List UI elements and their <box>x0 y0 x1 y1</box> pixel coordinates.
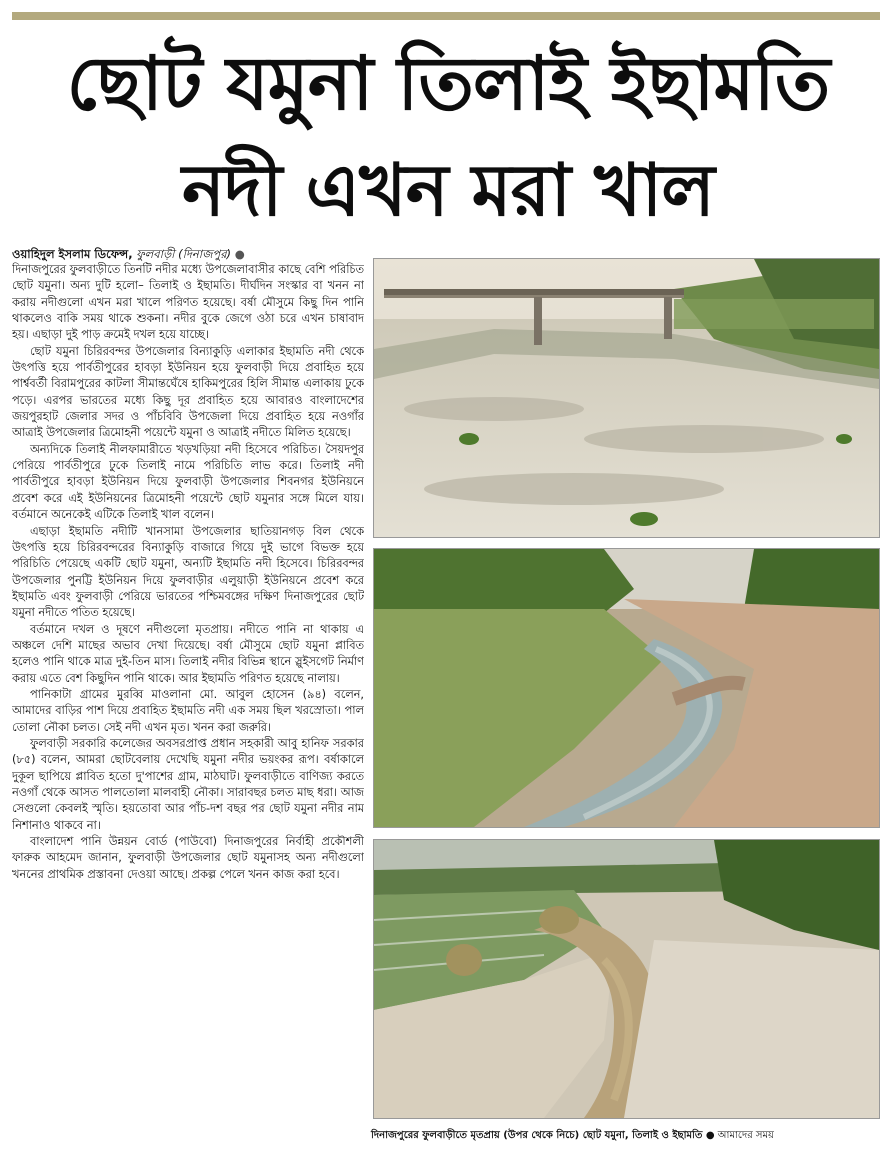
photo-choto-jamuna-image <box>374 259 879 537</box>
byline-dateline: ফুলবাড়ী (দিনাজপুর) <box>136 247 232 261</box>
photo-caption-credit: ● আমাদের সময় <box>705 1130 774 1141</box>
photo-tilai <box>373 548 880 828</box>
photo-caption <box>371 1128 891 1144</box>
article-paragraph: বর্তমানে দখল ও দূষণে নদীগুলো মৃতপ্রায়। নদীতে পানি না থাকায় এ অঞ্চলে দেশি মাছের অভাব দেখা দিয়েছে। বর্ষা মৌসুমে ছোট যমুনা প্লাবিত হলেও পানি থাকে মাত্র দুই-তিন মাস। তিলাই নদীর বিভিন্ন স্থানে স্লুইসগেট নির্মাণ করায় এতে বেশ কিছুদিন পানি থাকে। আর ইছামতি পরিণত হয়েছে নালায়। <box>12 622 364 685</box>
article-paragraph: অন্যদিকে তিলাই নীলফামারীতে খড়খড়িয়া নদী হিসেবে পরিচিত। সৈয়দপুর পেরিয়ে পার্বতীপুরে ঢুকে তিলাই নামে পরিচিতি লাভ করে। তিলাই নদী পার্বতীপুরে হাবড়া ইউনিয়ন দিয়ে ফুলবাড়ী উপজেলার শিবনগর ইউনিয়নে প্রবেশ করে এই ইউনিয়নের ত্রিমোহনী পয়েন্টে ছোট যমুনার সঙ্গে মিলে যায়। বর্তমানে অনেকেই এটিকে তিলাই খাল বলেন। <box>12 442 364 522</box>
article-paragraph: বাংলাদেশ পানি উন্নয়ন বোর্ড (পাউবো) দিনাজপুরের নির্বাহী প্রকৌশলী ফারুক আহমেদ জানান, ফুলবাড়ী উপজেলার ছোট যমুনাসহ অন্য নদীগুলো খননের প্রাথমিক প্রস্তাবনা দেওয়া আছে। প্রকল্প পেলে খনন কাজ করা হবে। <box>12 835 364 881</box>
photo-choto-jamuna <box>373 258 880 538</box>
byline-marker: ● <box>234 247 245 261</box>
article-paragraph: ছোট যমুনা চিরিরবন্দর উপজেলার বিন্যাকুড়ি এলাকার ইছামতি নদী থেকে উৎপত্তি হয়ে পার্বতীপুরের হাবড়া ইউনিয়ন হয়ে ফুলবাড়ী দিয়ে প্রবাহিত হয়ে পার্শ্ববর্তী বিরামপুরের কাটলা সীমান্তঘেঁষে হাকিমপুরের হিলি সীমান্ত এলাকায় ঢুকে পড়ে। এরপর ভারতের মধ্যে কিছু দূর প্রবাহিত হয়ে আবারও বাংলাদেশের জয়পুরহাট জেলার সদর ও পাঁচবিবি উপজেলা দিয়ে প্রবাহিত হয়ে নওগাঁর আত্রাই উপজেলার ত্রিমোহনী পয়েন্টে যমুনা ও আত্রাই নদীতে মিলিত হয়েছে। <box>12 344 364 440</box>
photo-tilai-image <box>374 549 879 827</box>
photo-ichamoti-image <box>374 840 879 1118</box>
article-body <box>12 262 364 1148</box>
photo-caption-text: দিনাজপুরের ফুলবাড়ীতে মৃতপ্রায় (উপর থেকে নিচে) ছোট যমুনা, তিলাই ও ইছামতি <box>371 1130 703 1141</box>
headline-line-1: ছোট যমুনা তিলাই ইছামতি <box>66 41 830 127</box>
photo-ichamoti <box>373 839 880 1119</box>
byline <box>12 246 362 262</box>
headline-line-2: নদী এখন মরা খাল <box>182 148 714 232</box>
top-rule <box>12 12 880 20</box>
article-paragraph: এছাড়া ইছামতি নদীটি খানসামা উপজেলার ছাতিয়ানগড় বিল থেকে উৎপত্তি হয়ে চিরিরবন্দরের বিন্যাকুড়ি বাজারে গিয়ে দুই ভাগে বিভক্ত হয়ে পরিচিতি পেয়েছে একটি ছোট যমুনা, অন্যটি ইছামতি নদী হিসেবে। চিরিরবন্দর উপজেলার পুনট্টি ইউনিয়ন দিয়ে ফুলবাড়ীর এলুয়াড়ী ইউনিয়নে প্রবেশ করে ইছামতি এবং ফুলবাড়ী পেরিয়ে ভারতের পশ্চিমবঙ্গের দক্ষিণ দিনাজপুরের ছোট যমুনা নদীতে পতিত হয়েছে। <box>12 524 364 620</box>
article-paragraph: ফুলবাড়ী সরকারি কলেজের অবসরপ্রাপ্ত প্রধান সহকারী আবু হানিফ সরকার (৮৫) বলেন, আমরা ছোটবেলায় দেখেছি যমুনা নদীর ভয়ংকর রূপ। বর্ষাকালে দুকূল ছাপিয়ে প্লাবিত হতো দু'পাশের গ্রাম, মাঠঘাট। ফুলবাড়ীতে বাণিজ্য করতে নওগাঁ থেকে আসত পালতোলা মালবাহী নৌকা। সারাবছর চলত মাছ ধরা। আজ সেগুলো কেবলই স্মৃতি। হয়তোবা আর পাঁচ-দশ বছর পর ছোট যমুনা নদীর নাম নিশানাও থাকবে না। <box>12 736 364 832</box>
article-paragraph: পানিকাটা গ্রামের মুরব্বি মাওলানা মো. আবুল হোসেন (৯৪) বলেন, আমাদের বাড়ির পাশ দিয়ে প্রবাহিত ইছামতি নদী এক সময় ছিল খরস্রোতা। পাল তোলা নৌকা চলত। সেই নদী এখন মৃত। খনন করা জরুরি। <box>12 687 364 734</box>
byline-author: ওয়াহিদুল ইসলাম ডিফেন্স, <box>12 247 133 261</box>
article-paragraph: দিনাজপুরের ফুলবাড়ীতে তিনটি নদীর মধ্যে উপজেলাবাসীর কাছে বেশি পরিচিত ছোট যমুনা। অন্য দুটি হলো– তিলাই ও ইছামতি। দীর্ঘদিন সংস্কার বা খনন না করায় নদীগুলো এখন মরা খালে পরিণত হয়েছে। বর্ষা মৌসুমে কিছু দিন পানি থাকলেও বাকি সময় থাকে শুকনা। নদীর বুকে জেগে ওঠা চরে এখন চাষাবাদ হয়। এছাড়া দুই পাড় ক্রমেই দখল হয়ে যাচ্ছে। <box>12 263 364 342</box>
